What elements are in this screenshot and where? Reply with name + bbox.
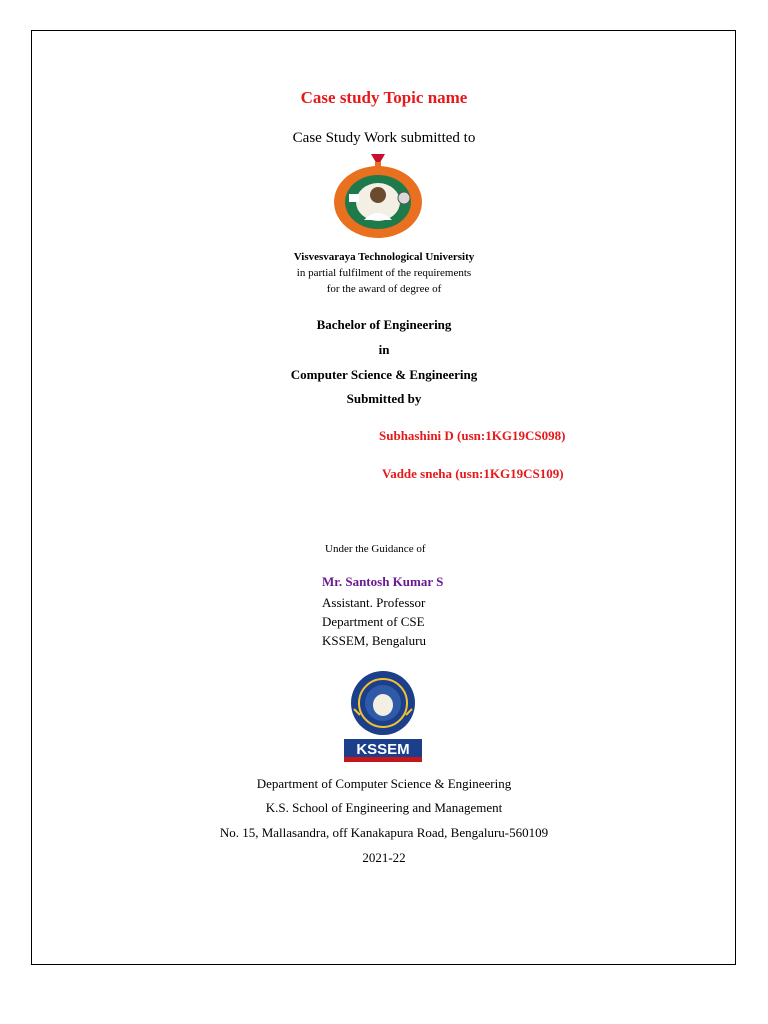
university-name: Visvesvaraya Technological University <box>293 251 475 263</box>
footer-address: No. 15, Mallasandra, off Kanakapura Road, Bengaluru-560109 <box>219 825 549 840</box>
guide-name: Mr. Santosh Kumar S <box>322 574 444 589</box>
kssem-logo-text: KSSEM <box>356 741 410 758</box>
student-1: Subhashini D (usn:1KG19CS098) <box>379 428 566 443</box>
guide-institute: KSSEM, Bengaluru <box>322 633 426 648</box>
guide-department: Department of CSE <box>322 614 425 629</box>
student-2: Vadde sneha (usn:1KG19CS109) <box>382 466 564 481</box>
case-study-title: Case study Topic name <box>300 88 468 107</box>
requirement-line-1: in partial fulfilment of the requirements <box>296 267 472 279</box>
vtu-logo <box>331 150 425 240</box>
footer-year: 2021-22 <box>362 850 406 865</box>
branch-text: Computer Science & Engineering <box>290 367 478 382</box>
footer-college: K.S. School of Engineering and Management <box>265 800 503 815</box>
submitted-by-text: Submitted by <box>346 391 422 406</box>
requirement-line-2: for the award of degree of <box>326 283 442 295</box>
degree-text: Bachelor of Engineering <box>316 317 452 332</box>
footer-department: Department of Computer Science & Engineering <box>256 776 512 791</box>
submitted-to-text: Case Study Work submitted to <box>292 130 476 146</box>
guide-designation: Assistant. Professor <box>322 595 426 610</box>
kssem-logo <box>340 669 426 763</box>
in-text: in <box>378 342 390 357</box>
guidance-label: Under the Guidance of <box>325 543 426 555</box>
